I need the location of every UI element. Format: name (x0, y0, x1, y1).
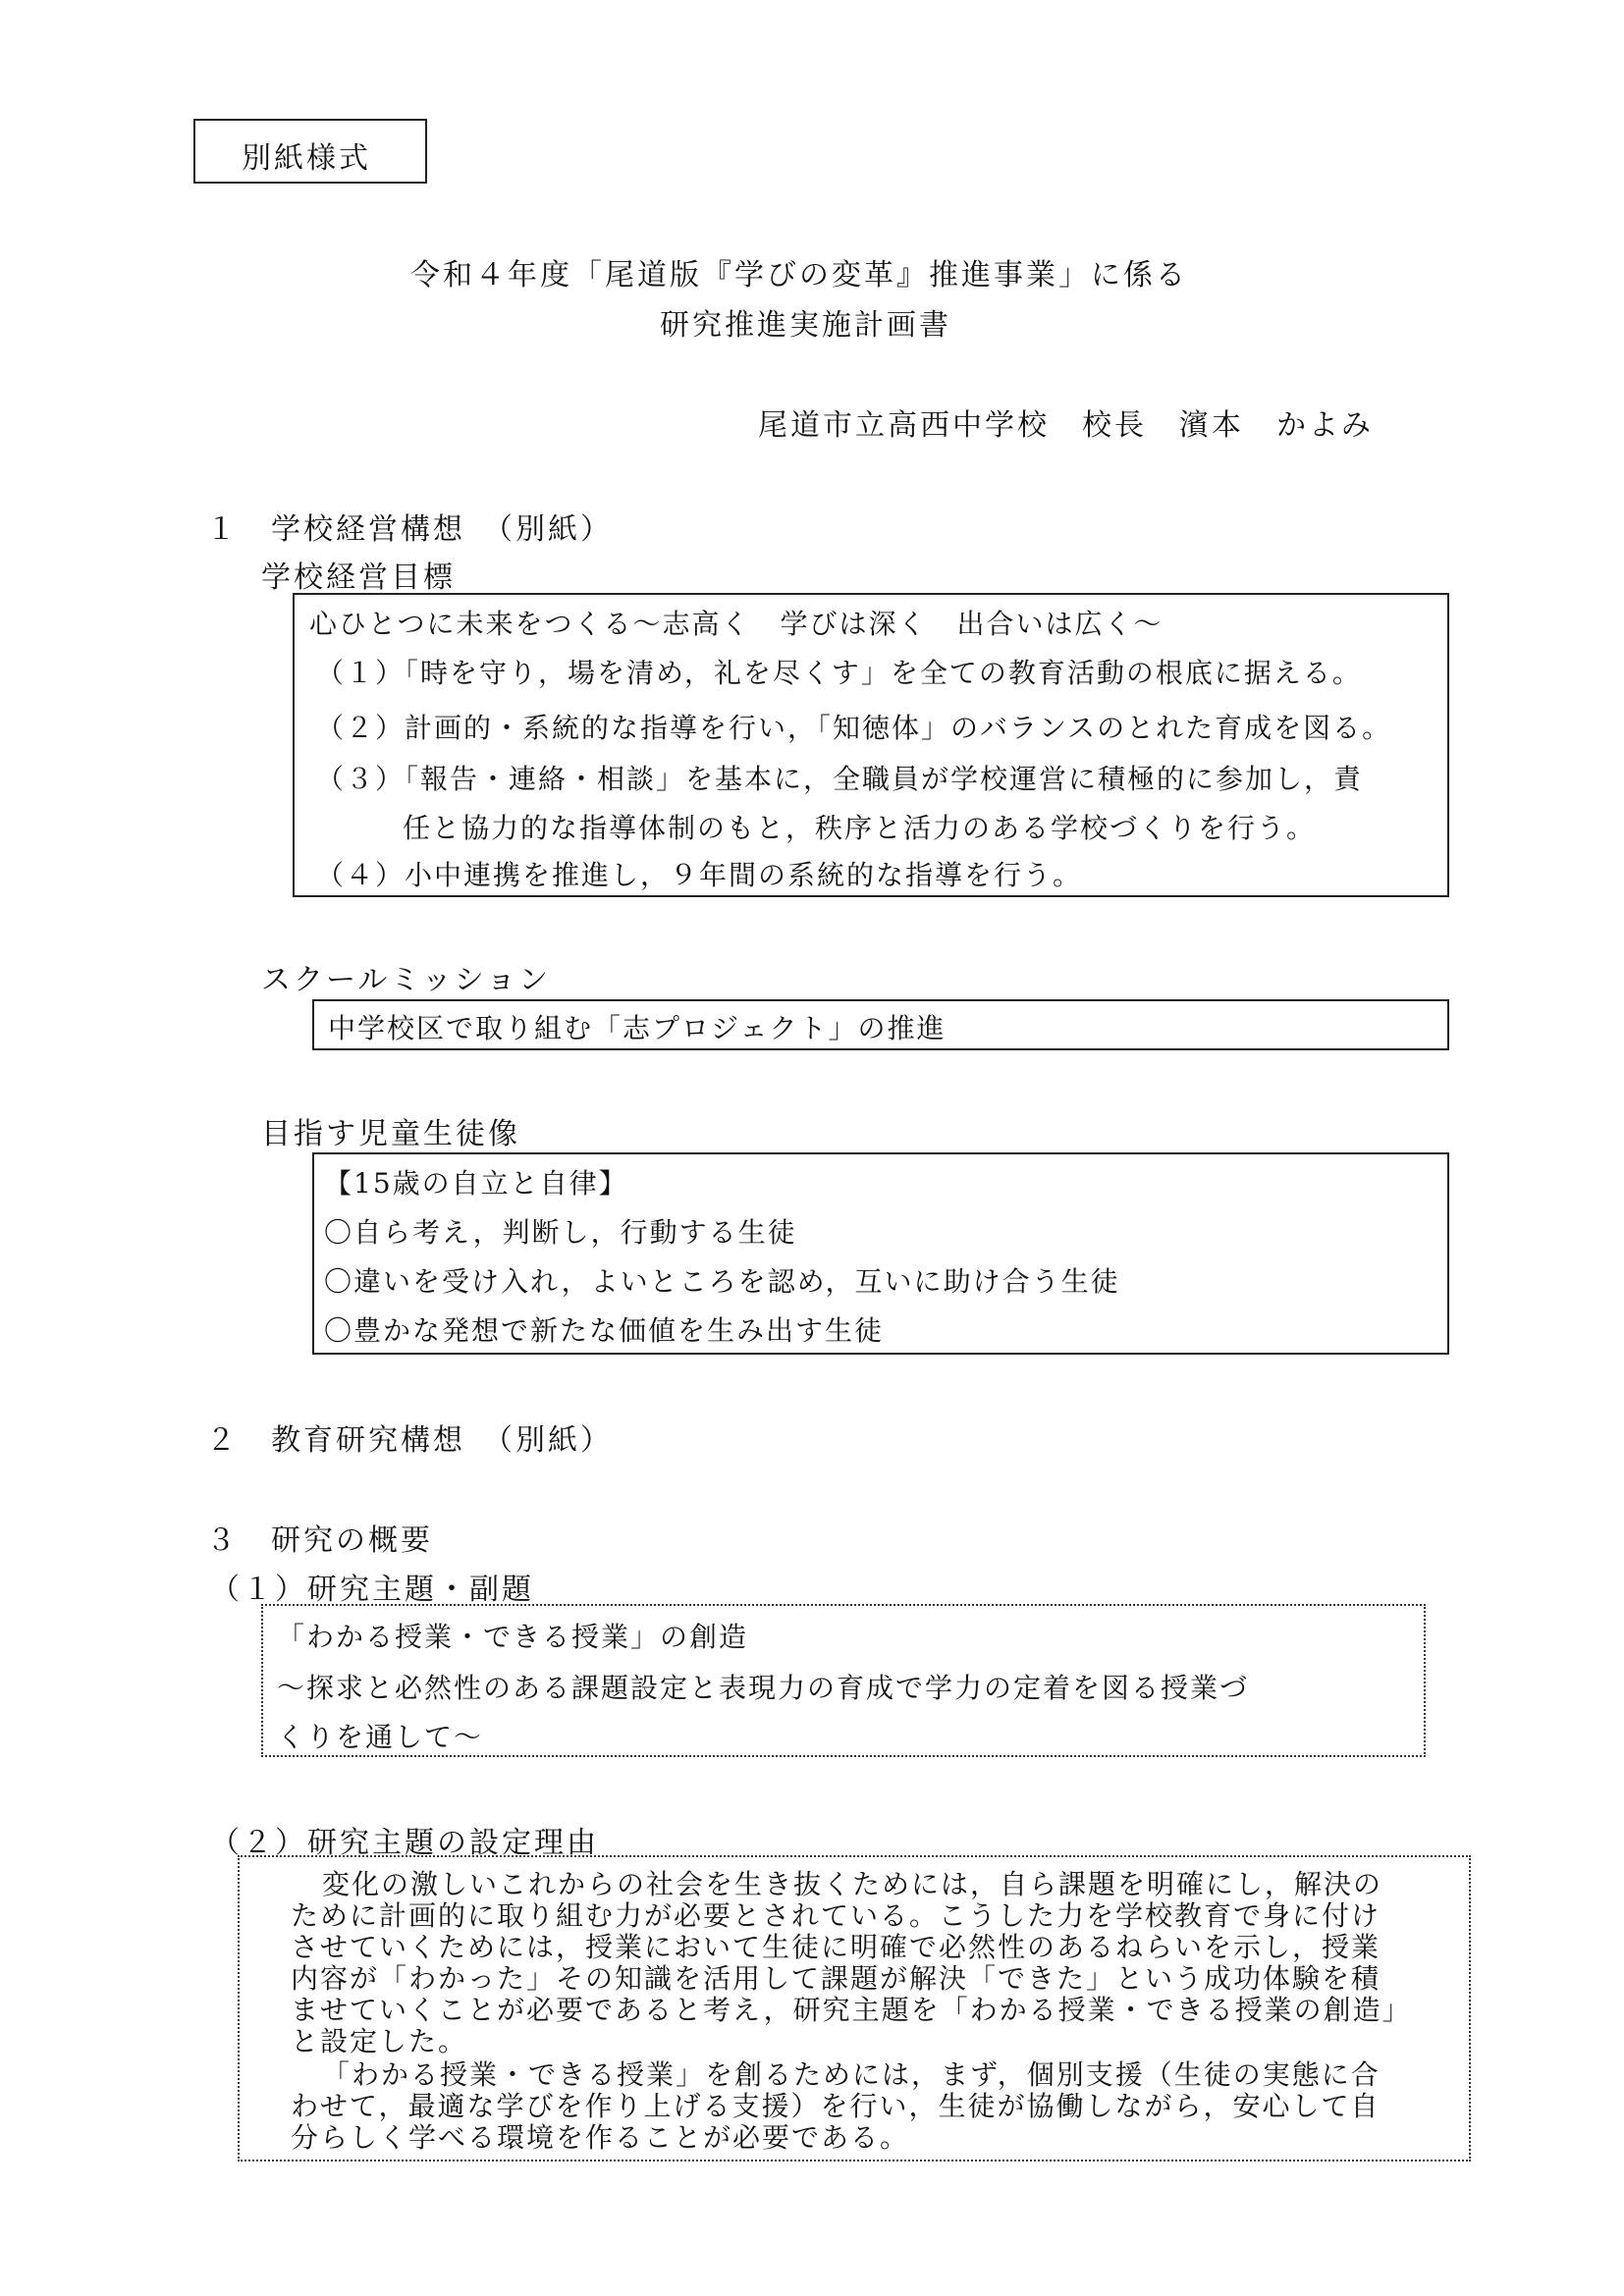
subsection-1-heading: （１）研究主題・副題 (210, 1573, 534, 1607)
reason-line-2: ために計画的に取り組む力が必要とされている。こうした力を学校教育で身に付け (291, 1899, 1381, 1932)
reason-line-7: 「わかる授業・できる授業」を創るためには，まず，個別支援（生徒の実態に合 (322, 2058, 1380, 2091)
student-image-item-2: 〇違いを受け入れ，よいところを認め，互いに助け合う生徒 (324, 1265, 1120, 1298)
student-image-label: 目指す児童生徒像 (261, 1117, 520, 1151)
student-image-heading: 【15歳の自立と自律】 (324, 1167, 628, 1200)
reason-line-3: させていくためには，授業において生徒に明確で必然性のあるねらいを示し，授業 (291, 1931, 1381, 1963)
goal-item-1: （１）「時を守り，場を清め，礼を尽くす」を全ての教育活動の根底に据える。 (316, 657, 1362, 689)
student-image-item-3: 〇豊かな発想で新たな価値を生み出す生徒 (324, 1314, 885, 1347)
title-line-1: 令和４年度「尾道版『学びの変革』推進事業」に係る (410, 258, 1188, 293)
research-subtheme-2: くりを通して～ (277, 1721, 484, 1753)
reason-line-6: と設定した。 (291, 2025, 468, 2057)
title-line-2: 研究推進実施計画書 (660, 308, 951, 343)
school-goal-label: 学校経営目標 (261, 561, 456, 595)
reason-line-1: 変化の激しいこれからの社会を生き抜くためには，自ら課題を明確にし，解決の (322, 1868, 1383, 1900)
author-line: 尾道市立高西中学校 校長 濱本 かよみ (758, 408, 1374, 443)
school-mission-label: スクールミッション (261, 963, 552, 997)
goal-item-2: （２）計画的・系統的な指導を行い，「知徳体」のバランスのとれた育成を図る。 (316, 712, 1392, 744)
section-1-heading: １ 学校経営構想 （別紙） (206, 512, 613, 547)
reason-line-9: 分らしく学べる環境を作ることが必要である。 (291, 2121, 910, 2154)
school-mission-text: 中学校区で取り組む「志プロジェクト」の推進 (328, 1012, 947, 1044)
goal-item-4: （４）小中連携を推進し，９年間の系統的な指導を行う。 (316, 859, 1083, 891)
goal-item-3b: 任と協力的な指導体制のもと，秩序と活力のある学校づくりを行う。 (403, 812, 1317, 844)
reason-line-8: わせて，最適な学びを作り上げる支援）を行い，生徒が協働しながら，安心して自 (291, 2090, 1380, 2122)
section-2-heading: ２ 教育研究構想 （別紙） (206, 1423, 613, 1458)
reason-line-5: ませていくことが必要であると考え，研究主題を「わかる授業・できる授業の創造」 (291, 1994, 1412, 2026)
research-subtheme-1: ～探求と必然性のある課題設定と表現力の育成で学力の定着を図る授業づ (277, 1672, 1250, 1704)
goal-item-3a: （３）「報告・連絡・相談」を基本に，全職員が学校運営に積極的に参加し，責 (316, 763, 1364, 795)
research-theme: 「わかる授業・できる授業」の創造 (277, 1621, 749, 1653)
subsection-2-heading: （２）研究主題の設定理由 (210, 1826, 599, 1860)
goal-motto: 心ひとつに未来をつくる～志高く 学びは深く 出合いは広く～ (309, 608, 1164, 640)
form-label: 別紙様式 (242, 141, 371, 176)
section-3-heading: ３ 研究の概要 (206, 1523, 433, 1558)
reason-line-4: 内容が「わかった」その知識を活用して課題が解決「できた」という成功体験を積 (291, 1962, 1381, 1995)
student-image-item-1: 〇自ら考え，判断し，行動する生徒 (324, 1216, 797, 1249)
